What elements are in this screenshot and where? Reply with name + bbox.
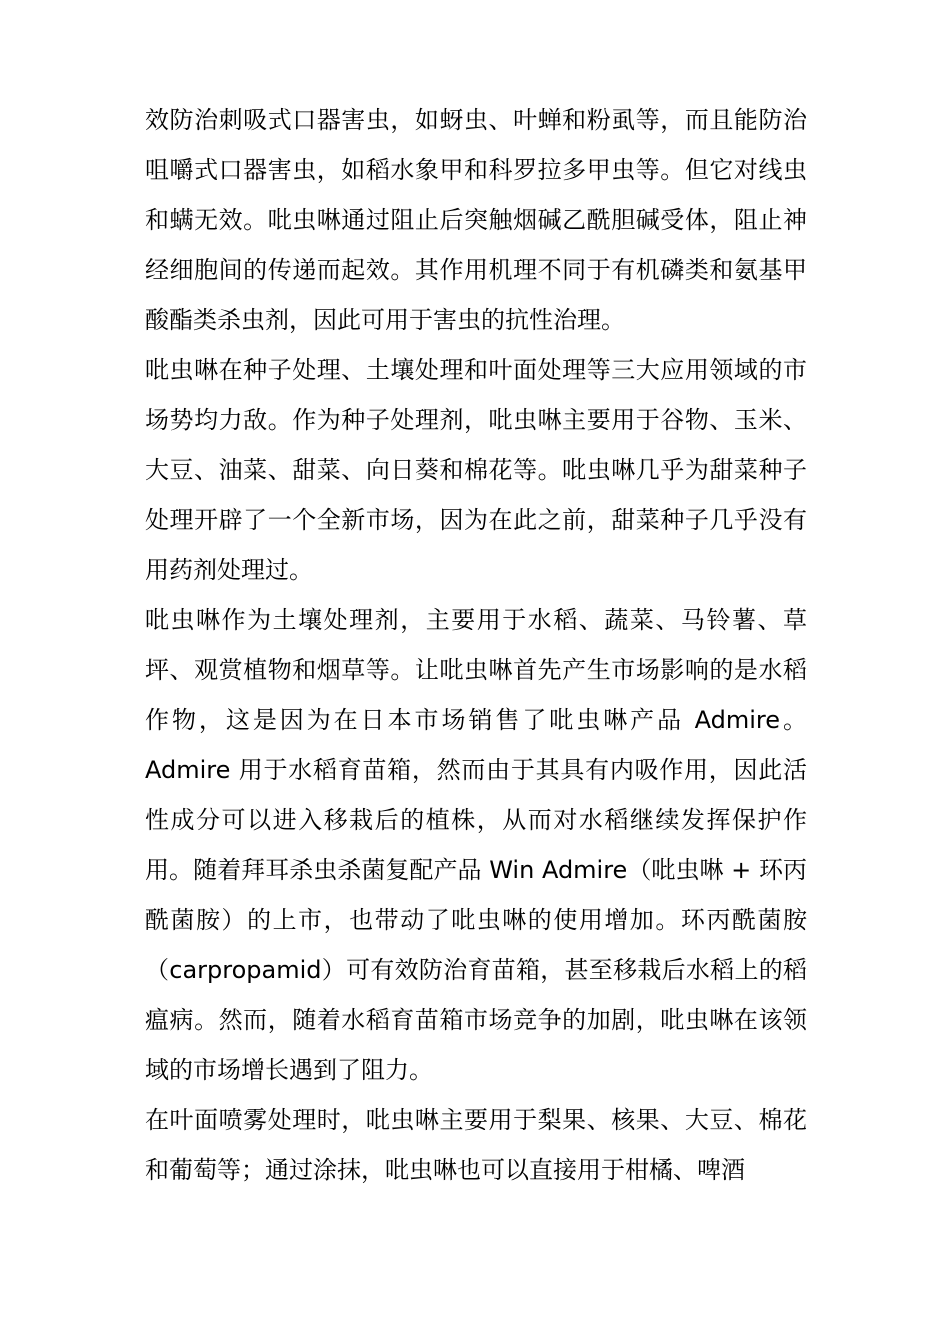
paragraph-3: 吡虫啉作为土壤处理剂，主要用于水稻、蔬菜、马铃薯、草坪、观赏植物和烟草等。让吡虫啉首先产生市场影响的是水稻作物，这是因为在日本市场销售了吡虫啉产品 Admire。Admire 用于水稻育苗箱，然而由于其具有内吸作用，因此活性成分可以进入移栽后的植株，从而对水稻继续发挥保护作用。随着拜耳杀虫杀菌复配产品 Win Admire（吡虫啉 + 环丙酰菌胺）的上市，也带动了吡虫啉的使用增加。环丙酰菌胺（carpropamid）可有效防治育苗箱，甚至移栽后水稻上的稻瘟病。然而，随着水稻育苗箱市场竞争的加剧，吡虫啉在该领域的市场增长遇到了阻力。 [145, 606, 807, 1084]
paragraph-4: 在叶面喷雾处理时，吡虫啉主要用于梨果、核果、大豆、棉花和葡萄等；通过涂抹，吡虫啉也可以直接用于柑橘、啤酒 [145, 1106, 807, 1184]
paragraph-2: 吡虫啉在种子处理、土壤处理和叶面处理等三大应用领域的市场势均力敌。作为种子处理剂，吡虫啉主要用于谷物、玉米、大豆、油菜、甜菜、向日葵和棉花等。吡虫啉几乎为甜菜种子处理开辟了一个全新市场，因为在此之前，甜菜种子几乎没有用药剂处理过。 [145, 356, 807, 584]
document-body [145, 95, 807, 1195]
paragraph-1: 效防治刺吸式口器害虫，如蚜虫、叶蝉和粉虱等，而且能防治咀嚼式口器害虫，如稻水象甲和科罗拉多甲虫等。但它对线虫和螨无效。吡虫啉通过阻止后突触烟碱乙酰胆碱受体，阻止神经细胞间的传递而起效。其作用机理不同于有机磷类和氨基甲酸酯类杀虫剂，因此可用于害虫的抗性治理。 [145, 106, 807, 334]
